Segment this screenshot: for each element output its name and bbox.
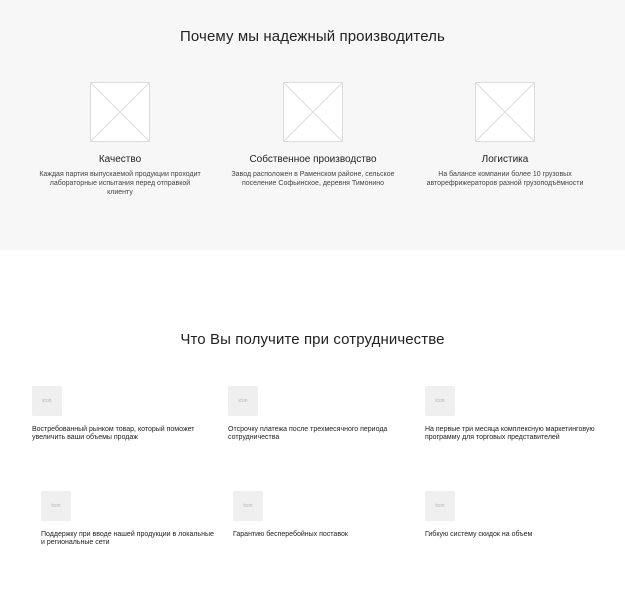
feature-description: На балансе компании более 10 грузовых авторефрижераторов разной грузоподъёмности <box>426 171 584 187</box>
feature-quality <box>30 82 210 197</box>
image-placeholder-icon <box>475 82 535 142</box>
feature-description: Завод расположен в Раменском районе, сельское поселение Софьинское, деревня Тимонино <box>231 171 395 187</box>
benefit-item <box>233 491 413 539</box>
feature-title: Логистика <box>481 154 529 165</box>
benefit-icon: icon <box>425 386 455 416</box>
image-placeholder-icon <box>90 82 150 142</box>
feature-own-production <box>223 82 403 188</box>
feature-description: Каждая партия выпускаемой продукции проходит лабораторные испытания перед отправкой клиенту <box>39 171 201 196</box>
benefits-section-title: Что Вы получите при сотрудничестве <box>180 331 445 348</box>
benefit-text: Востребованный рынком товар, который поможет увеличить ваши объемы продаж <box>32 426 195 441</box>
benefit-text: Отсрочку платежа после трехмесячного периода сотрудничества <box>228 426 388 441</box>
benefit-item <box>425 491 605 539</box>
benefit-text: На первые три месяца комплексную маркетинговую программу для торговых представителей <box>425 426 595 441</box>
benefit-text: Гарантию бесперебойных поставок <box>233 531 348 538</box>
feature-title: Собственное производство <box>249 154 377 165</box>
benefit-item <box>425 386 605 442</box>
feature-logistics <box>415 82 595 188</box>
benefit-icon: icon <box>228 386 258 416</box>
benefit-item <box>228 386 408 442</box>
benefit-icon: icon <box>425 491 455 521</box>
benefit-item <box>41 491 221 547</box>
reliable-section-title: Почему мы надежный производитель <box>180 28 445 45</box>
image-placeholder-icon <box>283 82 343 142</box>
benefit-icon: icon <box>32 386 62 416</box>
benefit-icon: icon <box>233 491 263 521</box>
benefit-item <box>32 386 212 442</box>
benefit-text: Поддержку при вводе нашей продукции в локальные и региональные сети <box>41 531 214 546</box>
benefit-icon: icon <box>41 491 71 521</box>
benefit-text: Гибкую систему скидок на объем <box>425 531 533 538</box>
feature-title: Качество <box>98 154 142 165</box>
